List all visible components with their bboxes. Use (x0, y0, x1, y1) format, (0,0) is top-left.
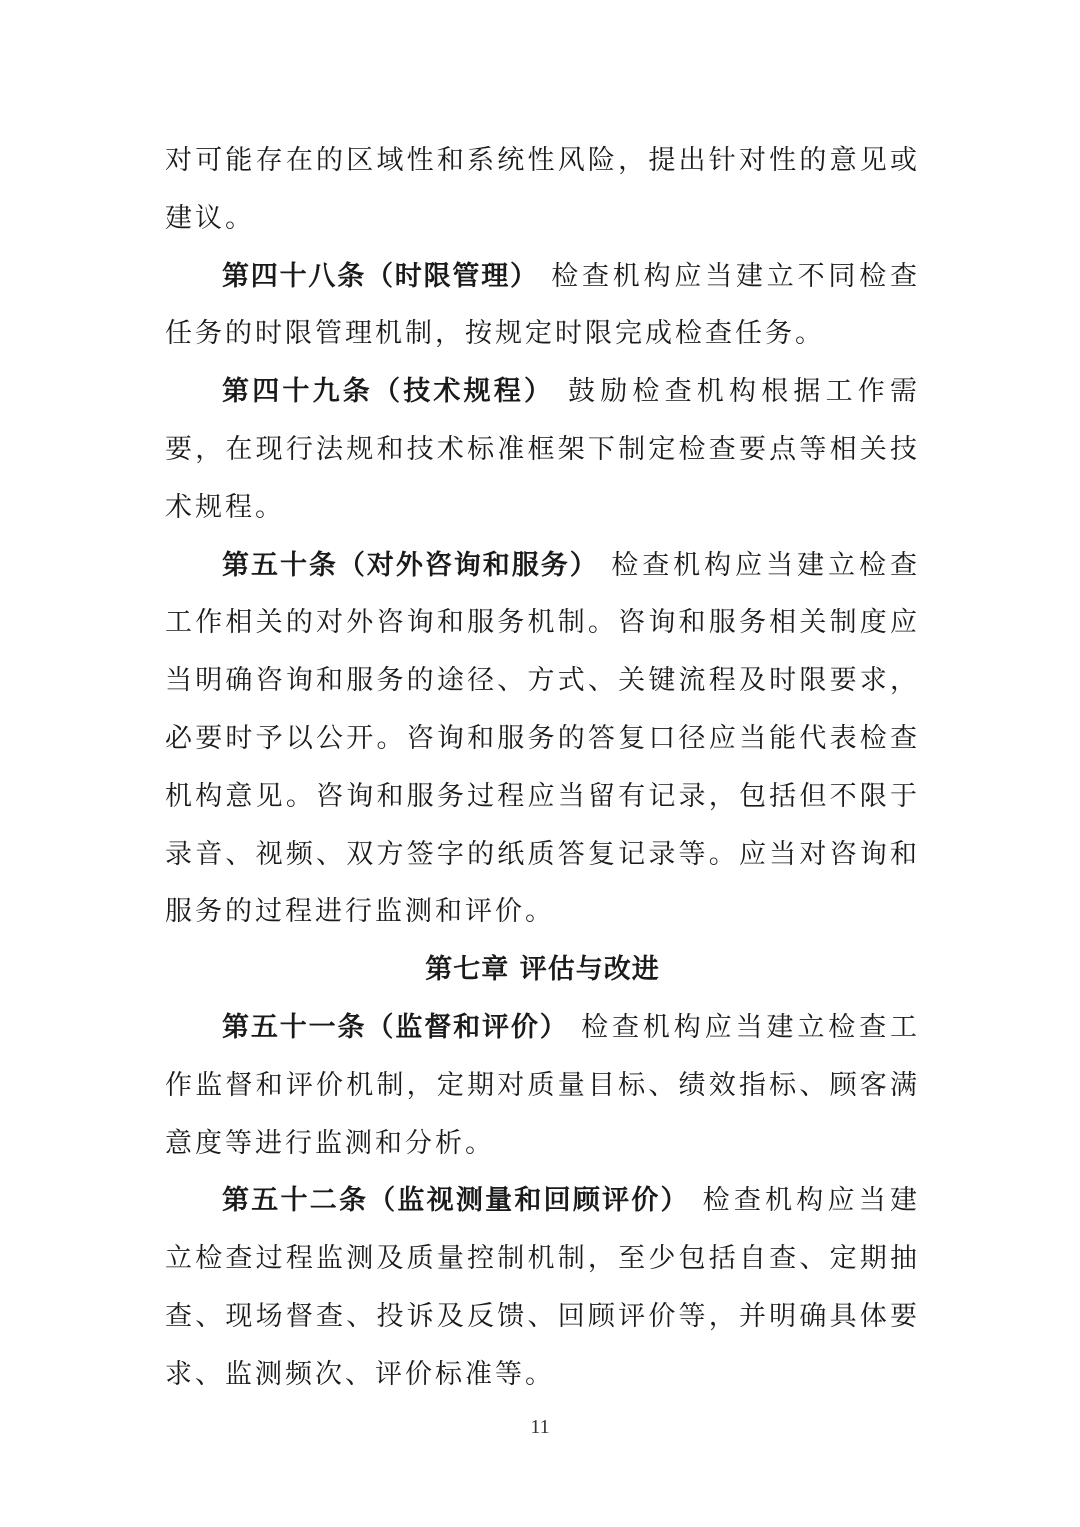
article-51 (165, 999, 920, 1172)
article-48 (165, 248, 920, 364)
article-title: 第五十条（对外咨询和服务） (222, 549, 599, 581)
article-title: 第五十二条（监视测量和回顾评价） (222, 1185, 690, 1217)
paragraph-text: 对可能存在的区域性和系统性风险，提出针对性的意见或建议。 (165, 145, 920, 234)
article-text: 检查机构应当建立检查工作相关的对外咨询和服务机制。咨询和服务相关制度应当明确咨询和服务的途径、方式、关键流程及时限要求，必要时予以公开。咨询和服务的答复口径应当能代表检查机构意见。咨询和服务过程应当留有记录，包括但不限于录音、视频、双方签字的纸质答复记录等。应当对咨询和服务的过程进行监测和评价。 (165, 549, 921, 928)
chapter-heading: 第七章 评估与改进 (425, 954, 660, 986)
article-title: 第四十九条（技术规程） (222, 376, 555, 408)
page-body (165, 132, 920, 1404)
article-52 (165, 1172, 920, 1403)
page-number: 11 (530, 1416, 550, 1438)
article-text: 检查机构应当建立检查工作监督和评价机制，定期对质量目标、绩效指标、顾客满意度等进行监测和分析。 (165, 1011, 921, 1159)
article-text: 检查机构应当建立检查过程监测及质量控制机制，至少包括自查、定期抽查、现场督查、投诉及反馈、回顾评价等，并明确具体要求、监测频次、评价标准等。 (165, 1185, 921, 1390)
article-title: 第五十一条（监督和评价） (222, 1011, 569, 1043)
article-50 (165, 537, 920, 942)
article-text: 鼓励检查机构根据工作需要，在现行法规和技术标准框架下制定检查要点等相关技术规程。 (165, 376, 921, 523)
article-text: 检查机构应当建立不同检查任务的时限管理机制，按规定时限完成检查任务。 (165, 260, 921, 350)
article-49 (165, 363, 920, 536)
paragraph-continuation (165, 132, 920, 248)
article-title: 第四十八条（时限管理） (222, 260, 539, 292)
